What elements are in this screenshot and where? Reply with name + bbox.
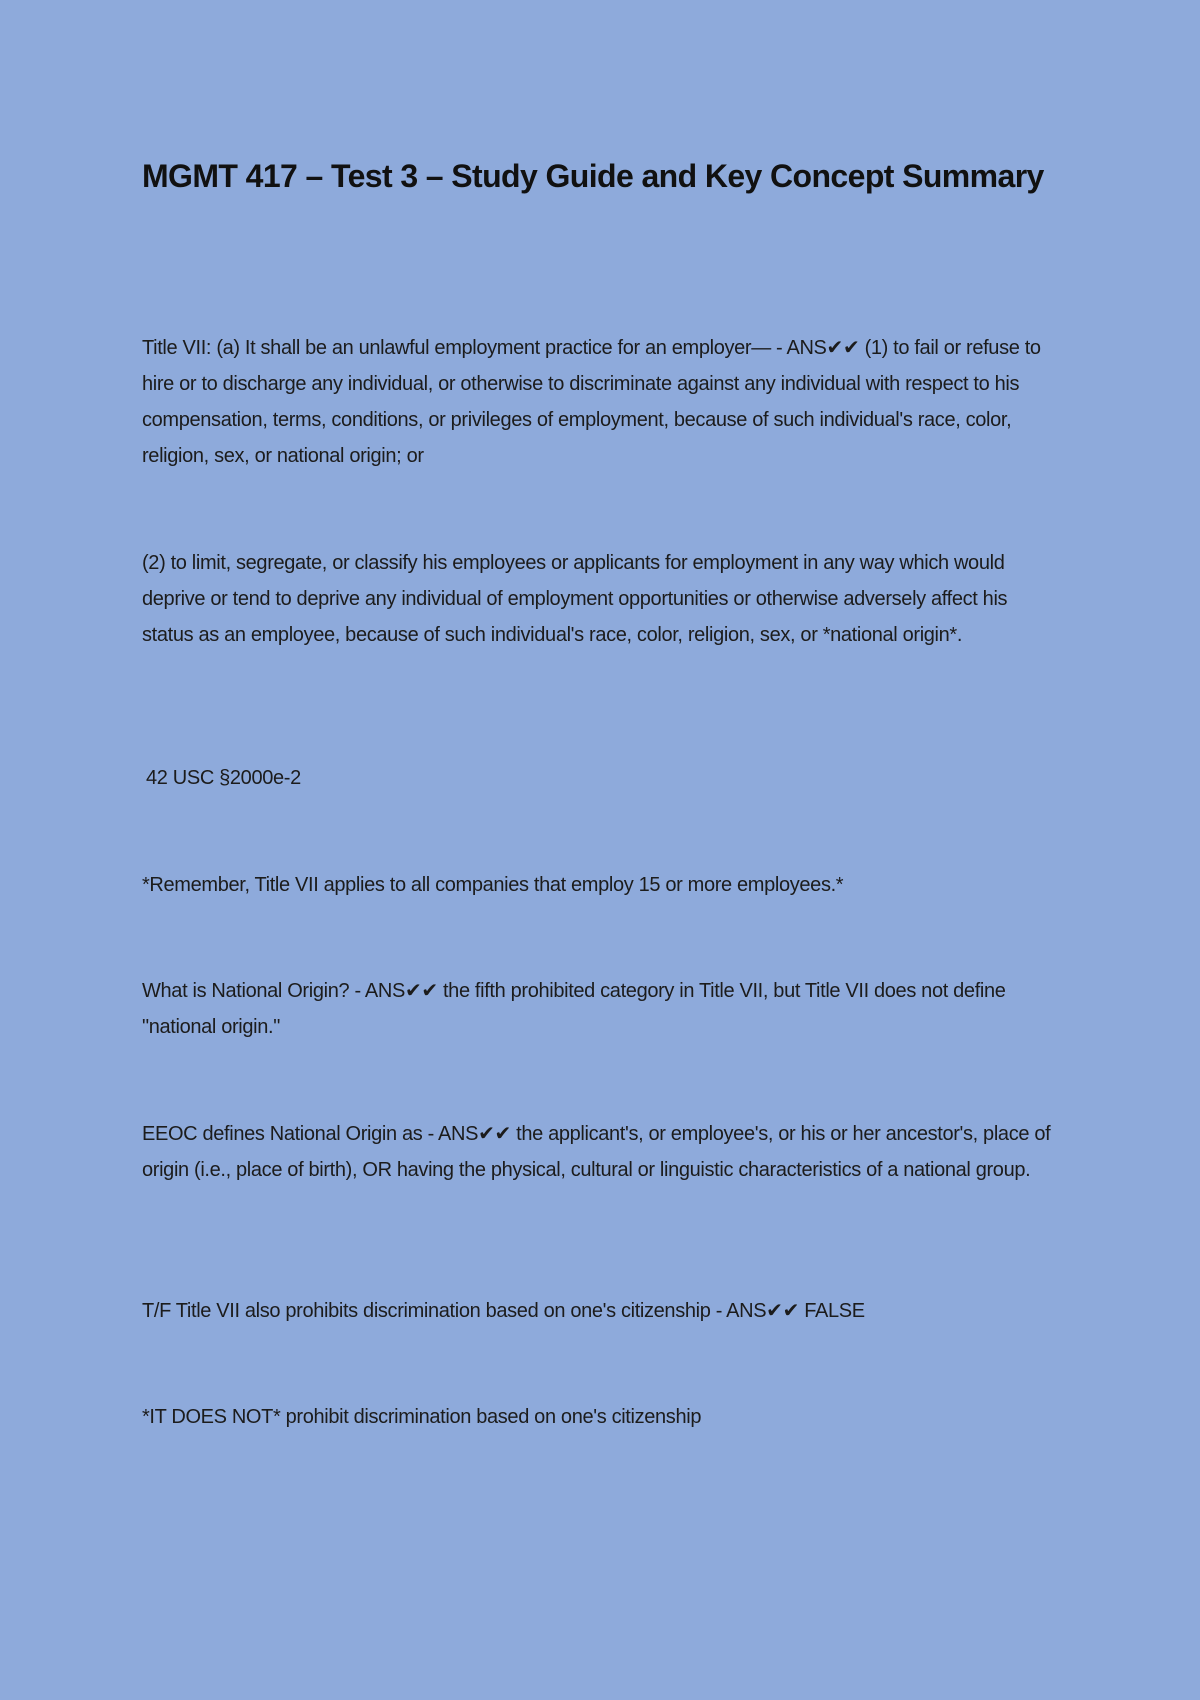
paragraph-eeoc-definition: EEOC defines National Origin as - ANS✔✔ the applicant's, or employee's, or his or her ancestor's, place of origin (i.e., place of birth), OR having the physical, cultural or linguistic characteristics of a national group. xyxy=(142,1123,1051,1181)
paragraph-reminder: *Remember, Title VII applies to all companies that employ 15 or more employees.* xyxy=(142,874,844,896)
paragraph-title-vii-clause-2: (2) to limit, segregate, or classify his employees or applicants for employment in any way which would deprive or tend to deprive any individual of employment opportunities or otherwise adversely affect his status as an employee, because of such individual's race, color, religion, sex, or *national origin*. xyxy=(142,552,1008,646)
paragraph-citizenship-note: *IT DOES NOT* prohibit discrimination based on one's citizenship xyxy=(142,1406,702,1428)
paragraph-title-vii-definition: Title VII: (a) It shall be an unlawful employment practice for an employer— - ANS✔✔ (1) to fail or refuse to hire or to discharge any individual, or otherwise to discriminate against any individual with respect to his compensation, terms, conditions, or privileges of employment, because of such individual's race, color, religion, sex, or national origin; or xyxy=(142,337,1041,467)
page-title: MGMT 417 – Test 3 – Study Guide and Key Concept Summary xyxy=(142,158,1044,194)
paragraph-statute-citation: 42 USC §2000e-2 xyxy=(146,767,301,789)
paragraph-national-origin-question: What is National Origin? - ANS✔✔ the fifth prohibited category in Title VII, but Title VII does not define "national origin." xyxy=(142,980,1006,1038)
paragraph-citizenship-question: T/F Title VII also prohibits discrimination based on one's citizenship - ANS✔✔ FALSE xyxy=(142,1300,865,1322)
